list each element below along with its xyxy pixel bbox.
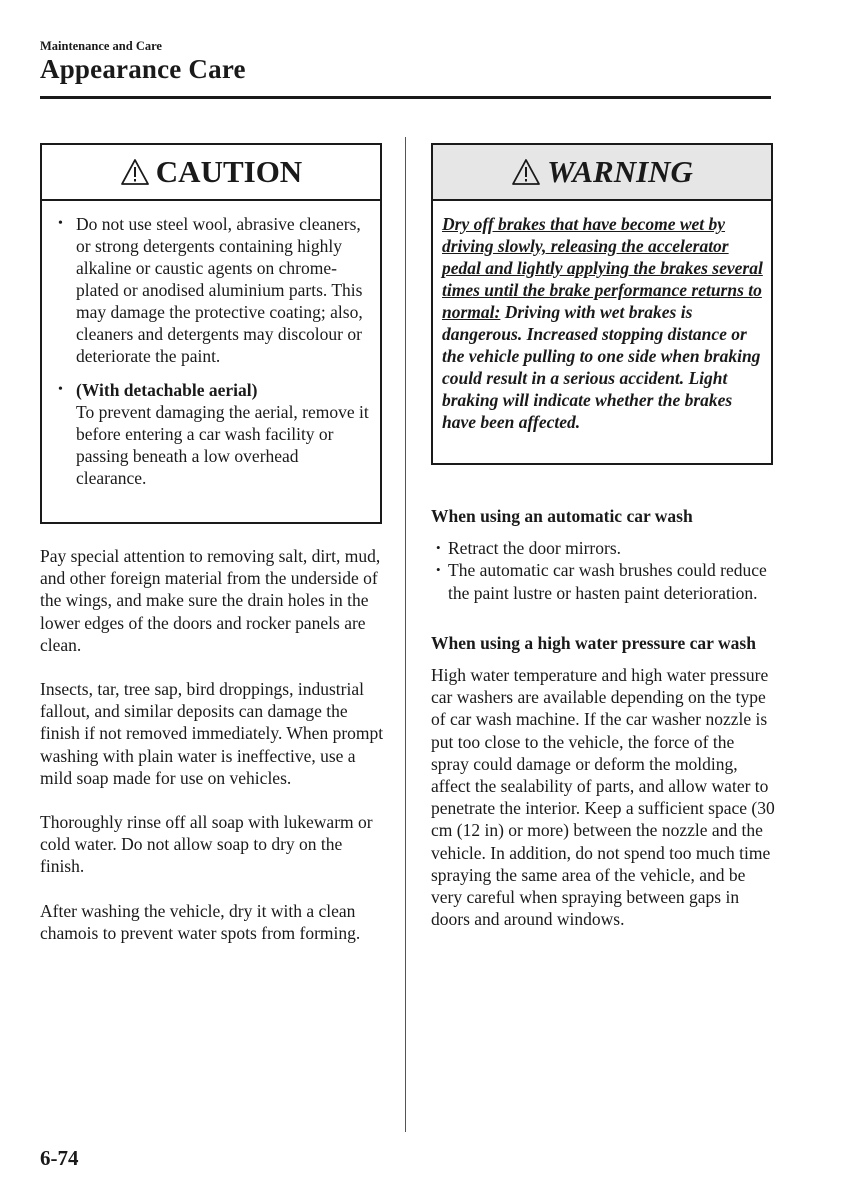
- caution-item-aerial-body: To prevent damaging the aerial, remove it before entering a car wash facility or passing beneath a low overhead clearance.: [76, 402, 369, 488]
- warning-text: Driving with wet brakes is dangerous. Increased stopping distance or the vehicle pulling to one side when braking could result in a serious accident. Light braking will indicate whether the brakes have been affected.: [442, 302, 761, 432]
- caution-box: [40, 143, 382, 524]
- warning-body: [433, 201, 771, 433]
- high-pressure-wash-heading: When using a high water pressure car wash: [431, 632, 756, 653]
- section-label: Maintenance and Care: [40, 39, 162, 53]
- automatic-wash-heading: When using an automatic car wash: [431, 506, 693, 526]
- caution-item-aerial: [58, 379, 370, 489]
- warning-lead: Dry off brakes that have become wet by driving slowly, releasing the accelerator pedal and lightly applying the brakes several times until the brake performance returns to normal:: [442, 214, 763, 322]
- header-rule: [40, 96, 771, 99]
- warning-triangle-icon: [120, 158, 150, 186]
- caution-heading: CAUTION: [155, 154, 303, 189]
- caution-item-aerial-head: • (With detachable aerial): [76, 380, 258, 400]
- paragraph-dry-chamois: After washing the vehicle, dry it with a clean chamois to prevent water spots from forming.: [40, 900, 361, 943]
- paragraph-insects-tar: Insects, tar, tree sap, bird droppings, industrial fallout, and similar deposits can damage the finish if not removed immediately. When prompt washing with plain water is ineffective, use a mild soap made for use on vehicles.: [40, 679, 384, 788]
- automatic-wash-item-brushes: • The automatic car wash brushes could reduce the paint lustre or hasten paint deterioration.: [431, 559, 776, 603]
- warning-heading: WARNING: [547, 154, 693, 189]
- paragraph-salt-dirt: Pay special attention to removing salt, dirt, mud, and other foreign material from the underside of the wings, and make sure the drain holes in the lower edges of the doors and rocker panels are clean.: [40, 546, 381, 655]
- paragraph-rinse: Thoroughly rinse off all soap with lukewarm or cold water. Do not allow soap to dry on the finish.: [40, 812, 373, 877]
- caution-list: [42, 201, 380, 489]
- page-number: 6-74: [40, 1146, 79, 1170]
- warning-box: [431, 143, 773, 465]
- left-column-text: [40, 545, 390, 966]
- caution-header: [42, 145, 380, 201]
- automatic-wash-item-mirrors: • Retract the door mirrors.: [431, 537, 776, 559]
- page-title: Appearance Care: [40, 54, 246, 84]
- caution-item-steel-wool: • Do not use steel wool, abrasive cleaners, or strong detergents containing highly alkaline or caustic agents on chrome-plated or anodised aluminium parts. This may damage the protective coating; also, cleaners and detergents may discolour or deteriorate the paint.: [58, 213, 370, 367]
- right-column-text: [431, 505, 776, 952]
- automatic-wash-list: [431, 537, 776, 604]
- high-pressure-wash-body: High water temperature and high water pressure car washers are available depending on the type of car wash machine. If the car washer nozzle is put too close to the vehicle, the force of the spray could damage or deform the molding, affect the sealability of parts, and allow water to penetrate the interior. Keep a sufficient space (30 cm (12 in) or more) between the nozzle and the vehicle. In addition, do not spend too much time spraying the same area of the vehicle, and be very careful when spraying between gaps in doors and around windows.: [431, 665, 775, 930]
- column-divider: [405, 137, 406, 1132]
- warning-header: [433, 145, 771, 201]
- warning-triangle-icon: [511, 158, 541, 186]
